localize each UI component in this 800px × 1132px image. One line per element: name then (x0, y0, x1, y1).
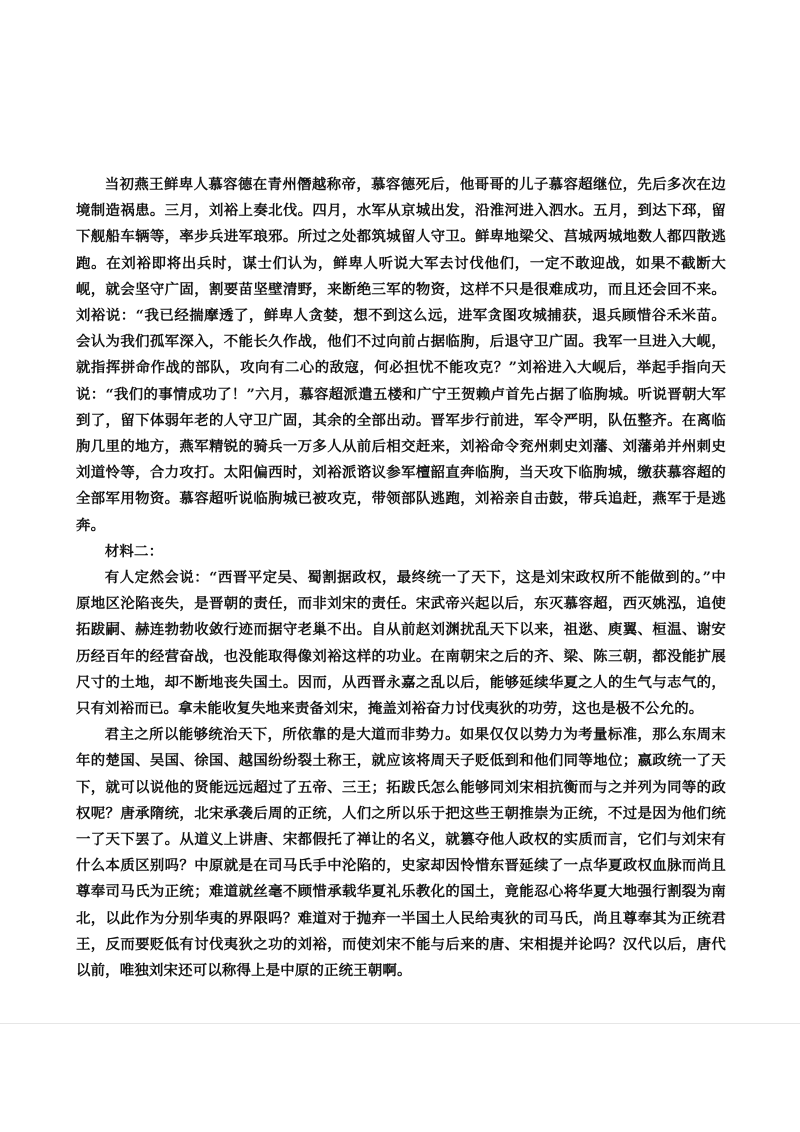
page-divider (0, 1023, 800, 1024)
material2-heading: 材料二： (104, 542, 164, 560)
material1-paragraph: 当初燕王鲜卑人慕容德在青州僭越称帝，慕容德死后，他哥哥的儿子慕容超继位，先后多次在边境制造祸患。三月，刘裕上奏北伐。四月，水军从京城出发，沿淮河进入泗水。五月，到达下邳，留下舰船车辆等，率步兵进军琅邪。所过之处都筑城留人守卫。鲜卑地梁父、莒城两城地数人都四散逃跑。在刘裕即将出兵时，谋士们认为，鲜卑人听说大军去讨伐他们，一定不敢迎战，如果不截断大岘，就会坚守广固，割要苗坚壁清野，来断绝三军的物资，这样不只是很难成功，而且还会回不来。刘裕说：“我已经揣摩透了，鲜卑人贪婪，想不到这么远，进军贪图攻城捕获，退兵顾惜谷禾米苗。会认为我们孤军深入，不能长久作战，他们不过向前占据临朐，后退守卫广固。我军一旦进入大岘，就指挥拼命作战的部队，攻向有二心的敌寇，何必担忧不能攻克？”刘裕进入大岘后，举起手指向天说：“我们的事情成功了！”六月，慕容超派遣五楼和广宁王贺赖卢首先占据了临朐城。听说晋朝大军到了，留下体弱年老的人守卫广固，其余的全部出动。晋军步行前进，军令严明，队伍整齐。在离临朐几里的地方，燕军精锐的骑兵一万多人从前后相交赶来，刘裕命令兖州刺史刘藩、刘藩弟并州刺史刘道怜等，合力攻打。太阳偏西时，刘裕派谘议参军檀韶直奔临朐，当天攻下临朐城，缴获慕容超的全部军用物资。慕容超听说临朐城已被攻克，带领部队逃跑，刘裕亲自击鼓，带兵追赶，燕军于是逃奔。 (76, 176, 726, 534)
document-body (76, 172, 726, 984)
material2-paragraph: 君主之所以能够统治天下，所依靠的是大道而非势力。如果仅仅以势力为考量标准，那么东周末年的楚国、吴国、徐国、越国纷纷裂土称王，就应该将周天子贬低到和他们同等地位；嬴政统一了天下，就可以说他的贤能远远超过了五帝、三王；拓跋氏怎么能够同刘宋相抗衡而与之并列为同等的政权呢？唐承隋统，北宋承袭后周的正统，人们之所以乐于把这些王朝推崇为正统，不过是因为他们统一了天下罢了。从道义上讲唐、宋都假托了禅让的名义，就篡夺他人政权的实质而言，它们与刘宋有什么本质区别吗？中原就是在司马氏手中沦陷的，史家却因怜惜东晋延续了一点华夏政权血脉而尚且尊奉司马氏为正统；难道就丝毫不顾惜承载华夏礼乐教化的国土，竟能忍心将华夏大地强行割裂为南北，以此作为分别华夷的界限吗？难道对于抛弃一半国土人民给夷狄的司马氏，尚且尊奉其为正统君王，反而要贬低有讨伐夷狄之功的刘裕，而使刘宋不能与后来的唐、宋相提并论吗？汉代以后，唐代以前，唯独刘宋还可以称得上是中原的正统王朝啊。 (76, 726, 726, 980)
material2-paragraph: 有人定然会说：“西晋平定吴、蜀割据政权，最终统一了天下，这是刘宋政权所不能做到的。”中原地区沦陷丧失，是晋朝的责任，而非刘宋的责任。宋武帝兴起以后，东灭慕容超，西灭姚泓，追使拓跋嗣、赫连勃勃收敛行迹而据守老巢不出。自从前赵刘渊扰乱天下以来，祖逖、庾翼、桓温、谢安历经百年的经营奋战，也没能取得像刘裕这样的功业。在南朝宋之后的齐、梁、陈三朝，都没能扩展尺寸的土地，却不断地丧失国土。因而，从西晋永嘉之乱以后，能够延续华夏之人的生气与志气的，只有刘裕而已。拿未能收复失地来责备刘宋，掩盖刘裕奋力讨伐夷狄的功劳，这也是极不公允的。 (76, 569, 726, 718)
